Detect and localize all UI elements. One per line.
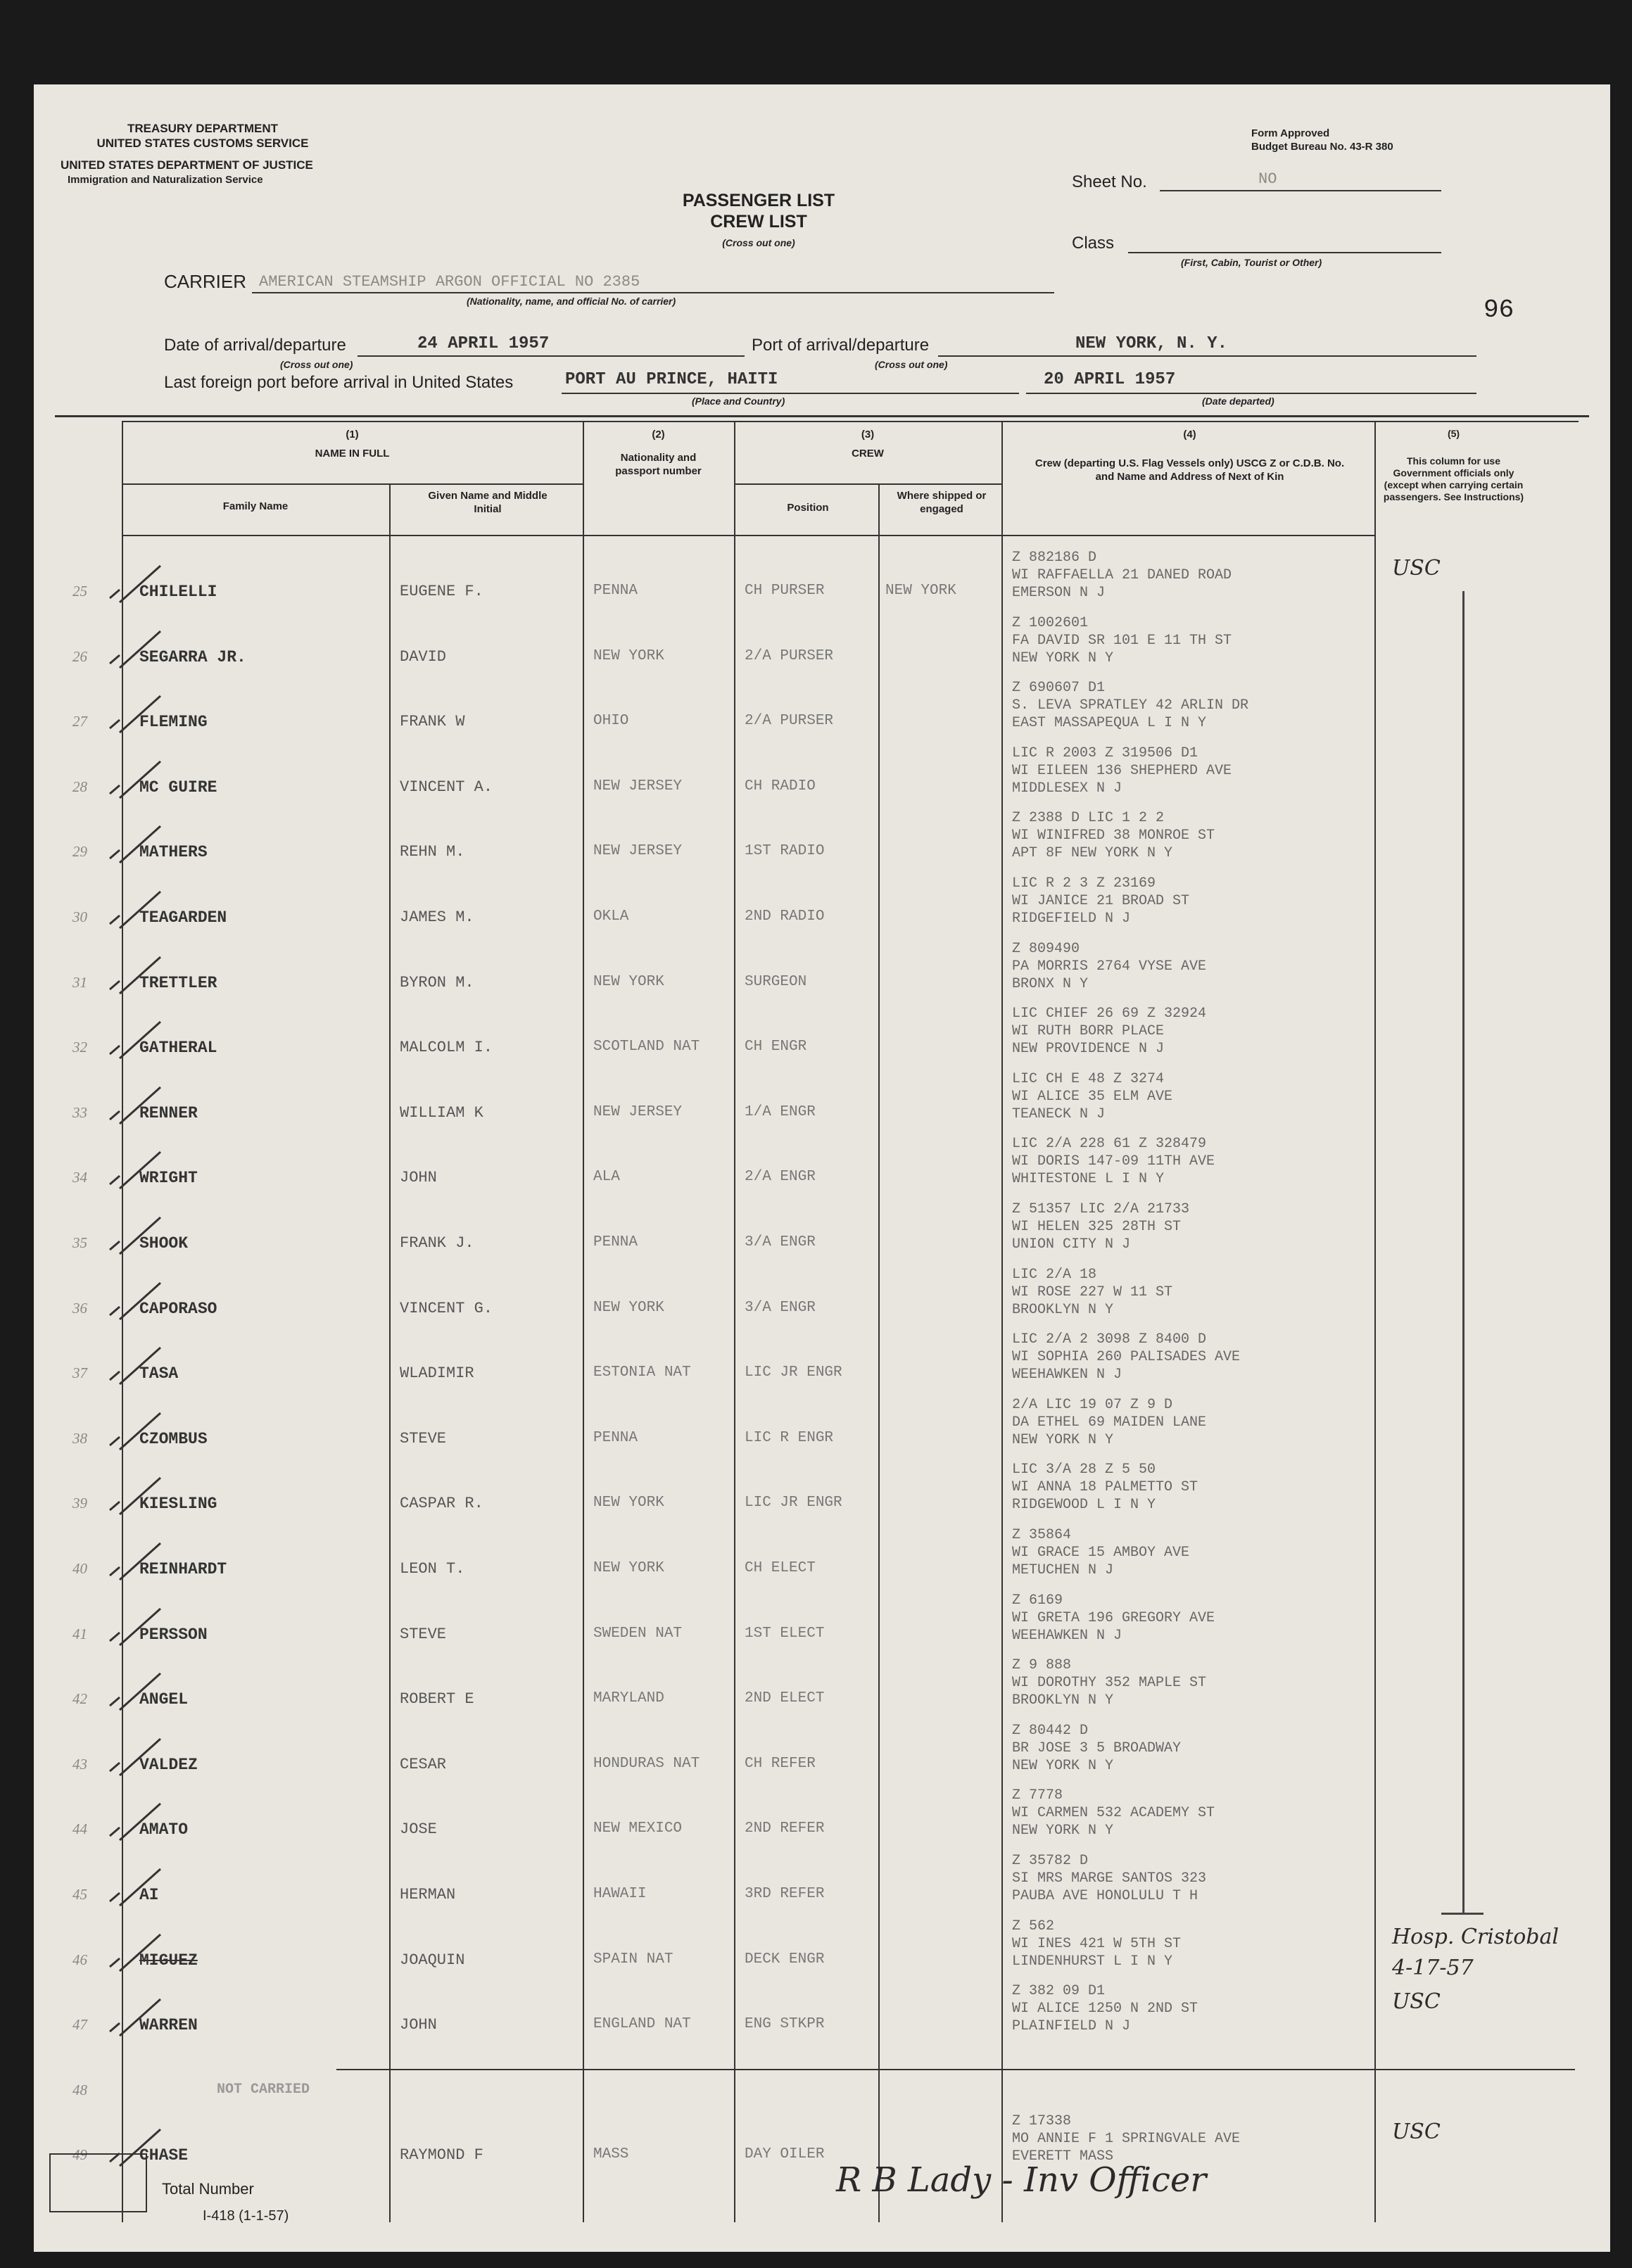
given-name: JOSE — [400, 1820, 437, 1839]
kin-line-2: WI RAFFAELLA 21 DANED ROAD — [1012, 567, 1232, 583]
kin-line-2: WI ALICE 35 ELM AVE — [1012, 1088, 1173, 1105]
kin-line-3: RIDGEWOOD L I N Y — [1012, 1497, 1156, 1514]
row-number: 28 — [72, 778, 87, 795]
list-title — [653, 190, 864, 253]
given-name: STEVE — [400, 1429, 447, 1447]
nationality: OHIO — [593, 713, 629, 730]
col2-number: (2) — [652, 429, 665, 441]
nationality: SWEDEN NAT — [593, 1625, 683, 1642]
kin-line-3: BRONX N Y — [1012, 975, 1089, 992]
nationality: OKLA — [593, 908, 629, 925]
kin-line-2: WI SOPHIA 260 PALISADES AVE — [1012, 1349, 1241, 1366]
table-row — [34, 606, 1610, 671]
crew-position: ENG STKPR — [745, 2016, 825, 2033]
table-row — [34, 2104, 1610, 2169]
crew-position: CH ENGR — [745, 1039, 807, 1056]
kin-line-1: Z 1002601 — [1012, 614, 1089, 631]
given-name: JOHN — [400, 1169, 437, 1187]
table-row — [34, 996, 1610, 1062]
last-port-label: Last foreign port before arrival in United States — [164, 373, 514, 392]
table-row — [34, 1518, 1610, 1583]
kin-line-2: WI HELEN 325 28TH ST — [1012, 1219, 1182, 1235]
row-number: 27 — [72, 713, 87, 730]
table-header-top — [122, 421, 1579, 422]
kin-line-3: NEW YORK N Y — [1012, 1823, 1114, 1839]
shipped-at: NEW YORK — [885, 583, 956, 599]
table-row — [34, 736, 1610, 802]
kin-line-3: NEW YORK N Y — [1012, 1757, 1114, 1774]
port-arrival-value: NEW YORK, N. Y. — [1075, 334, 1228, 353]
last-port-note: (Place and Country) — [692, 395, 785, 407]
crew-position: 1/A ENGR — [745, 1103, 816, 1120]
col3-position-heading: Position — [787, 502, 829, 514]
officer-signature: R B Lady - Inv Officer — [836, 2160, 1207, 2200]
family-name: SEGARRA JR. — [139, 647, 246, 666]
agency-header — [90, 121, 315, 151]
kin-line-2: PA MORRIS 2764 VYSE AVE — [1012, 958, 1207, 975]
title-passenger-list: PASSENGER LIST — [682, 191, 835, 210]
form-approved — [1251, 127, 1393, 153]
carrier-note: (Nationality, name, and official No. of carrier) — [467, 296, 676, 307]
class-label: Class — [1072, 234, 1115, 253]
crew-position: LIC JR ENGR — [745, 1364, 842, 1381]
kin-line-1: Z 2388 D LIC 1 2 2 — [1012, 810, 1165, 827]
nationality: PENNA — [593, 583, 638, 599]
family-name: SHOOK — [139, 1234, 189, 1253]
col3-number: (3) — [861, 429, 875, 441]
official-remark: USC — [1392, 1989, 1441, 2015]
given-name: JOAQUIN — [400, 1951, 465, 1969]
table-row — [34, 801, 1610, 866]
kin-line-3: LINDENHURST L I N Y — [1012, 1953, 1173, 1970]
col5-heading — [1381, 428, 1526, 503]
nationality: HONDURAS NAT — [593, 1755, 700, 1772]
kin-line-3: NEW YORK N Y — [1012, 1431, 1114, 1448]
form-approved-line-2: Budget Bureau No. 43-R 380 — [1251, 141, 1393, 153]
kin-line-2: WI GRACE 15 AMBOY AVE — [1012, 1545, 1190, 1561]
kin-line-1: Z 35782 D — [1012, 1853, 1089, 1869]
crew-position: 2ND REFER — [745, 1820, 825, 1837]
col1-title: NAME IN FULL — [315, 448, 390, 460]
crew-position: DECK ENGR — [745, 1951, 825, 1968]
table-row — [34, 1388, 1610, 1453]
kin-line-2: MO ANNIE F 1 SPRINGVALE AVE — [1012, 2131, 1241, 2148]
last-port-date-line — [1026, 393, 1476, 394]
table-row — [34, 1909, 1610, 1980]
kin-line-2: WI ALICE 1250 N 2ND ST — [1012, 2001, 1198, 2017]
table-header-bottom — [122, 535, 1374, 536]
kin-line-1: Z 9 888 — [1012, 1657, 1072, 1674]
kin-line-1: Z 690607 D1 — [1012, 680, 1106, 697]
family-name: WARREN — [139, 2016, 198, 2035]
col4-number: (4) — [1183, 429, 1196, 441]
kin-line-2: WI DOROTHY 352 MAPLE ST — [1012, 1675, 1207, 1692]
family-name: AMATO — [139, 1820, 189, 1839]
family-name: AI — [139, 1886, 159, 1904]
sheet-label: Sheet No. — [1072, 172, 1147, 191]
row-number: 37 — [72, 1364, 87, 1382]
table-row — [34, 1583, 1610, 1649]
col3-ship-heading: Where shipped or engaged — [897, 490, 987, 515]
row-number: 30 — [72, 908, 87, 925]
kin-line-3: WEEHAWKEN N J — [1012, 1627, 1122, 1644]
crew-position: 2ND ELECT — [745, 1690, 825, 1707]
table-row — [34, 1257, 1610, 1323]
col3-title: CREW — [852, 448, 884, 460]
crew-position: 1ST RADIO — [745, 843, 825, 860]
title-crew-list: CREW LIST — [710, 212, 807, 232]
not-carried-strike-line — [336, 2069, 1575, 2070]
carrier-line — [252, 292, 1054, 293]
official-remark: USC — [1392, 556, 1441, 581]
crew-position: 2/A PURSER — [745, 713, 834, 730]
row-number: 33 — [72, 1103, 87, 1121]
form-page — [34, 84, 1610, 2252]
date-arrival-note: (Cross out one) — [280, 359, 353, 370]
col2-title: Nationality and passport number — [615, 452, 702, 477]
family-name: TEAGARDEN — [139, 908, 227, 927]
kin-line-3: EVERETT MASS — [1012, 2148, 1114, 2165]
family-name: VALDEZ — [139, 1755, 198, 1774]
given-name: CASPAR R. — [400, 1495, 483, 1513]
given-name: WILLIAM K — [400, 1103, 483, 1122]
port-arrival-line — [938, 355, 1476, 357]
kin-line-2: WI ANNA 18 PALMETTO ST — [1012, 1479, 1198, 1496]
kin-line-1: Z 7778 — [1012, 1787, 1063, 1804]
kin-line-2: WI WINIFRED 38 MONROE ST — [1012, 828, 1215, 844]
table-row — [34, 1974, 1610, 2039]
col4-title: Crew (departing U.S. Flag Vessels only) USCG Z or C.D.B. No. and Name and Address of Next of Kin — [1035, 457, 1345, 483]
given-name: EUGENE F. — [400, 583, 483, 600]
row-number: 45 — [72, 1886, 87, 1903]
nationality: NEW YORK — [593, 1495, 664, 1512]
row-number: 41 — [72, 1625, 87, 1642]
kin-line-1: 2/A LIC 19 07 Z 9 D — [1012, 1396, 1173, 1413]
kin-line-3: PLAINFIELD N J — [1012, 2018, 1131, 2035]
row-number: 36 — [72, 1299, 87, 1317]
carrier-value: AMERICAN STEAMSHIP ARGON OFFICIAL NO 2385 — [259, 273, 640, 291]
kin-line-1: Z 809490 — [1012, 940, 1080, 957]
kin-line-2: WI DORIS 147-09 11TH AVE — [1012, 1153, 1215, 1170]
crew-position: DAY OILER — [745, 2146, 825, 2163]
kin-line-2: WI INES 421 W 5TH ST — [1012, 1935, 1182, 1952]
kin-line-1: LIC CH E 48 Z 3274 — [1012, 1070, 1165, 1087]
family-name: TASA — [139, 1364, 179, 1383]
kin-line-3: MIDDLESEX N J — [1012, 780, 1122, 797]
kin-line-2: WI EILEEN 136 SHEPHERD AVE — [1012, 762, 1232, 779]
crew-position: LIC R ENGR — [745, 1429, 834, 1446]
row-number: 38 — [72, 1429, 87, 1447]
nationality: ENGLAND NAT — [593, 2016, 691, 2033]
sheet-value: NO — [1258, 170, 1277, 188]
crew-position: 3RD REFER — [745, 1886, 825, 1902]
row-number: 43 — [72, 1755, 87, 1773]
given-name: WLADIMIR — [400, 1364, 474, 1383]
family-name: CHILELLI — [139, 583, 217, 601]
crew-position: LIC JR ENGR — [745, 1495, 842, 1512]
nationality: NEW YORK — [593, 973, 664, 990]
class-note: (First, Cabin, Tourist or Other) — [1181, 257, 1322, 268]
crew-position: CH ELECT — [745, 1560, 816, 1576]
table-row — [34, 866, 1610, 932]
given-name: REHN M. — [400, 843, 465, 861]
last-port-date-value: 20 APRIL 1957 — [1044, 370, 1176, 389]
class-line — [1128, 252, 1441, 253]
kin-line-2: S. LEVA SPRATLEY 42 ARLIN DR — [1012, 697, 1249, 714]
table-row — [34, 1192, 1610, 1257]
nationality: NEW YORK — [593, 1560, 664, 1576]
form-approved-line-1: Form Approved — [1251, 127, 1330, 139]
row-number: 42 — [72, 1690, 87, 1708]
crew-position: 2/A ENGR — [745, 1169, 816, 1186]
nationality: MARYLAND — [593, 1690, 664, 1707]
crew-position: 3/A ENGR — [745, 1299, 816, 1316]
family-name: CAPORASO — [139, 1299, 217, 1318]
nationality: ALA — [593, 1169, 620, 1186]
family-name: MATHERS — [139, 843, 208, 862]
kin-line-2: DA ETHEL 69 MAIDEN LANE — [1012, 1414, 1207, 1431]
official-remark: USC — [1392, 2120, 1441, 2145]
row-number: 47 — [72, 2016, 87, 2034]
row-number: 46 — [72, 1951, 87, 1968]
kin-line-1: LIC 2/A 228 61 Z 328479 — [1012, 1136, 1207, 1153]
nationality: SPAIN NAT — [593, 1951, 673, 1968]
nationality: NEW YORK — [593, 647, 664, 664]
row-number: 26 — [72, 647, 87, 665]
kin-line-2: BR JOSE 3 5 BROADWAY — [1012, 1740, 1182, 1756]
kin-line-2: WI RUTH BORR PLACE — [1012, 1023, 1165, 1040]
agency-line-3: UNITED STATES DEPARTMENT OF JUSTICE — [61, 158, 313, 172]
kin-line-3: NEW PROVIDENCE N J — [1012, 1041, 1165, 1058]
crew-position: CH PURSER — [745, 583, 825, 599]
family-name: MC GUIRE — [139, 778, 217, 797]
col1-given-heading: Given Name and Middle Initial — [428, 490, 548, 515]
crew-position: 2/A PURSER — [745, 647, 834, 664]
total-number-label: Total Number — [162, 2180, 254, 2198]
kin-line-3: EMERSON N J — [1012, 585, 1106, 601]
crew-position: CH RADIO — [745, 778, 816, 794]
kin-line-3: NEW YORK N Y — [1012, 650, 1114, 666]
family-name: PERSSON — [139, 1625, 208, 1644]
given-name: VINCENT G. — [400, 1299, 493, 1317]
col1-family-heading: Family Name — [222, 500, 289, 512]
family-name: NOT CARRIED — [217, 2081, 310, 2098]
port-arrival-label: Port of arrival/departure — [752, 336, 930, 355]
kin-line-3: PAUBA AVE HONOLULU T H — [1012, 1888, 1198, 1904]
official-remark: Hosp. Cristobal 4-17-57 — [1392, 1924, 1559, 1980]
family-name: CZOMBUS — [139, 1429, 208, 1448]
kin-line-3: APT 8F NEW YORK N Y — [1012, 845, 1173, 862]
kin-line-1: Z 882186 D — [1012, 550, 1097, 566]
kin-line-2: SI MRS MARGE SANTOS 323 — [1012, 1870, 1207, 1887]
page-number: 96 — [1484, 296, 1514, 324]
kin-line-1: Z 35864 — [1012, 1527, 1072, 1543]
row-number: 49 — [72, 2146, 87, 2164]
family-name: ANGEL — [139, 1690, 189, 1709]
table-row — [34, 540, 1610, 606]
table-row — [34, 1648, 1610, 1713]
given-name: STEVE — [400, 1625, 447, 1643]
table-row — [34, 1778, 1610, 1844]
kin-line-1: LIC 2/A 2 3098 Z 8400 D — [1012, 1331, 1207, 1348]
given-name: FRANK W — [400, 713, 465, 731]
kin-line-1: Z 17338 — [1012, 2113, 1072, 2130]
kin-line-1: Z 562 — [1012, 1918, 1055, 1934]
crew-position: CH REFER — [745, 1755, 816, 1772]
given-name: FRANK J. — [400, 1234, 474, 1252]
family-name: TRETTLER — [139, 973, 217, 992]
kin-line-3: TEANECK N J — [1012, 1106, 1106, 1122]
date-arrival-line — [358, 355, 745, 357]
nationality: NEW JERSEY — [593, 778, 683, 794]
row-number: 25 — [72, 583, 87, 600]
table-top-rule — [55, 415, 1589, 417]
row-number: 44 — [72, 1820, 87, 1838]
col5-number: (5) — [1447, 428, 1460, 439]
table-row — [34, 1322, 1610, 1388]
family-name: WRIGHT — [139, 1169, 198, 1188]
usc-bracket-foot — [1441, 1913, 1484, 1915]
nationality: PENNA — [593, 1429, 638, 1446]
total-number-box — [49, 2153, 147, 2212]
table-row — [34, 1062, 1610, 1127]
family-name: GATHERAL — [139, 1039, 217, 1058]
sheet-line — [1160, 190, 1441, 191]
nationality: NEW MEXICO — [593, 1820, 683, 1837]
given-name: BYRON M. — [400, 973, 474, 992]
agency-line-2: UNITED STATES CUSTOMS SERVICE — [96, 137, 309, 150]
row-number: 31 — [72, 973, 87, 991]
col5-title: This column for use Government officials only (except when carrying certain passengers. See Instructions) — [1383, 455, 1524, 502]
col4-heading — [1012, 428, 1367, 483]
kin-line-1: LIC R 2003 Z 319506 D1 — [1012, 745, 1198, 761]
table-row — [34, 1713, 1610, 1779]
kin-line-1: LIC R 2 3 Z 23169 — [1012, 875, 1156, 892]
family-name: MIGUEZ — [139, 1951, 198, 1970]
agency-justice — [61, 158, 313, 187]
kin-line-3: EAST MASSAPEQUA L I N Y — [1012, 715, 1207, 732]
agency-line-4: Immigration and Naturalization Service — [68, 174, 263, 186]
kin-line-1: Z 51357 LIC 2/A 21733 — [1012, 1201, 1190, 1217]
table-row — [34, 1844, 1610, 1909]
col1-number: (1) — [346, 429, 359, 441]
given-name: RAYMOND F — [400, 2146, 483, 2165]
given-name: CESAR — [400, 1755, 447, 1773]
kin-line-1: Z 6169 — [1012, 1592, 1063, 1609]
kin-line-3: WEEHAWKEN N J — [1012, 1367, 1122, 1383]
kin-line-1: Z 382 09 D1 — [1012, 1983, 1106, 2000]
col3-heading — [734, 428, 1001, 460]
nationality: NEW JERSEY — [593, 1103, 683, 1120]
kin-line-2: WI GRETA 196 GREGORY AVE — [1012, 1609, 1215, 1626]
nationality: MASS — [593, 2146, 629, 2163]
given-name: HERMAN — [400, 1886, 456, 1903]
kin-line-1: LIC 3/A 28 Z 5 50 — [1012, 1462, 1156, 1478]
given-name: ROBERT E — [400, 1690, 474, 1709]
kin-line-3: BROOKLYN N Y — [1012, 1301, 1114, 1318]
row-number: 34 — [72, 1169, 87, 1186]
port-arrival-note: (Cross out one) — [875, 359, 948, 370]
date-arrival-value: 24 APRIL 1957 — [417, 334, 550, 353]
family-name: FLEMING — [139, 713, 208, 732]
given-name: JOHN — [400, 2016, 437, 2034]
col2-heading — [597, 428, 720, 478]
table-row — [34, 671, 1610, 736]
kin-line-2: WI CARMEN 532 ACADEMY ST — [1012, 1805, 1215, 1822]
family-name: CHASE — [139, 2146, 189, 2165]
kin-line-3: WHITESTONE L I N Y — [1012, 1171, 1165, 1188]
given-name: JAMES M. — [400, 908, 474, 926]
kin-line-2: WI ROSE 227 W 11 ST — [1012, 1284, 1173, 1300]
nationality: ESTONIA NAT — [593, 1364, 691, 1381]
row-number: 48 — [72, 2081, 87, 2098]
kin-line-3: UNION CITY N J — [1012, 1236, 1131, 1253]
crew-position: 3/A ENGR — [745, 1234, 816, 1250]
family-name: KIESLING — [139, 1495, 217, 1514]
given-name: VINCENT A. — [400, 778, 493, 796]
nationality: PENNA — [593, 1234, 638, 1250]
family-name: REINHARDT — [139, 1560, 227, 1578]
usc-bracket-line — [1462, 591, 1465, 1914]
kin-line-2: FA DAVID SR 101 E 11 TH ST — [1012, 632, 1232, 649]
last-port-line — [562, 393, 1019, 394]
nationality: NEW JERSEY — [593, 843, 683, 860]
form-number: I-418 (1-1-57) — [203, 2208, 289, 2224]
nationality: NEW YORK — [593, 1299, 664, 1316]
table-row — [34, 932, 1610, 997]
row-number: 29 — [72, 843, 87, 861]
row-number: 40 — [72, 1560, 87, 1577]
row-number: 39 — [72, 1495, 87, 1512]
row-number: 32 — [72, 1039, 87, 1056]
crew-position: 2ND RADIO — [745, 908, 825, 925]
kin-line-1: LIC CHIEF 26 69 Z 32924 — [1012, 1006, 1207, 1022]
date-arrival-label: Date of arrival/departure — [164, 336, 346, 355]
col3-sub-rule — [734, 483, 1001, 485]
crew-position: SURGEON — [745, 973, 807, 990]
col1-heading — [122, 428, 583, 460]
given-name: MALCOLM I. — [400, 1039, 493, 1057]
row-number: 35 — [72, 1234, 87, 1251]
title-note: (Cross out one) — [722, 237, 795, 248]
agency-line-1: TREASURY DEPARTMENT — [127, 122, 279, 135]
kin-line-1: Z 80442 D — [1012, 1722, 1089, 1739]
kin-line-2: WI JANICE 21 BROAD ST — [1012, 893, 1190, 909]
given-name: LEON T. — [400, 1560, 465, 1578]
nationality: HAWAII — [593, 1886, 647, 1902]
family-name: RENNER — [139, 1103, 198, 1122]
table-row — [34, 1452, 1610, 1518]
carrier-label: CARRIER — [164, 271, 247, 292]
last-port-date-note: (Date departed) — [1202, 395, 1274, 407]
given-name: DAVID — [400, 647, 447, 666]
col1-sub-rule — [122, 483, 583, 485]
table-row — [34, 2039, 1610, 2105]
kin-line-3: METUCHEN N J — [1012, 1562, 1114, 1578]
kin-line-3: BROOKLYN N Y — [1012, 1692, 1114, 1709]
kin-line-1: LIC 2/A 18 — [1012, 1266, 1097, 1283]
kin-line-3: RIDGEFIELD N J — [1012, 911, 1131, 927]
last-port-value: PORT AU PRINCE, HAITI — [565, 370, 778, 389]
nationality: SCOTLAND NAT — [593, 1039, 700, 1056]
table-row — [34, 1127, 1610, 1192]
crew-position: 1ST ELECT — [745, 1625, 825, 1642]
